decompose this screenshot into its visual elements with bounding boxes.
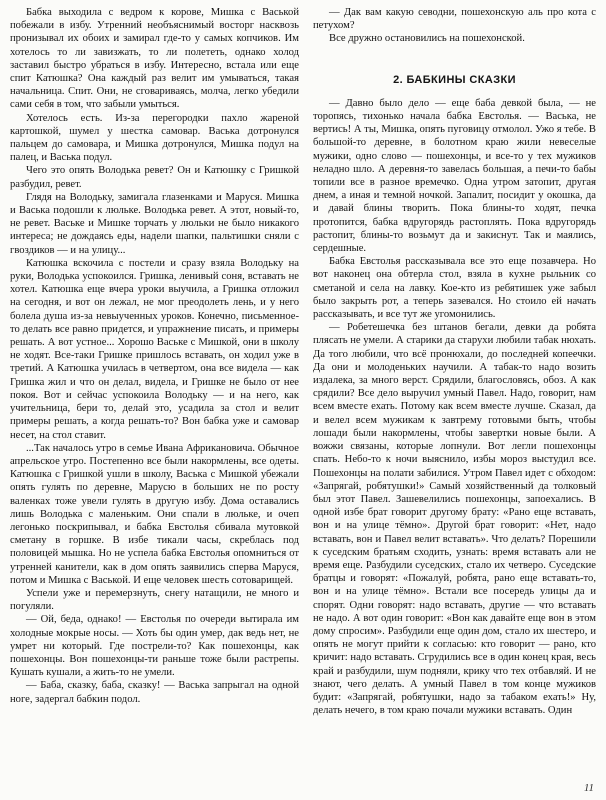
paragraph: Чего это опять Володька ревет? Он и Катюшку с Гришкой разбудил, ревет. bbox=[10, 165, 299, 190]
paragraph: — Дак вам какую севодни, пошехонскую аль про кота с петухом? bbox=[313, 7, 596, 32]
paragraph: — Робетешечка без штанов бегали, девки да робята плясать не умели. А старики да старухи любили табак нюхать. Да того любили, что всё пронюхали, до последней копеечки. Да они и молоденьких научили. А табак-то надо возить издалека, за много верст. Срядили, благословясь, обоз. А как срядили? Все дело выручил умный Павел. Надо, говорит, нам всем вместе ехать. Потому как всем вместе лучше. Сказал, да и велел всем мужикам к завтрему готовыми быть, чтобы лошади были накормлены, чтобы завертки новые были. А вожжи связаны, которые лопнули. Вот легли пошехонцы спать. Небо-то к ночи выяснило, избы мороз выстудил все. Пошехонцы на полати забилися. Утром Павел идет с обходом: «Запрягай, робятушки!» Самый хозяйственный да толковый был этот Павел. Зашевелились пошехонцы, запоехались. В одной избе брат говорит другому брату: «Рано еще вставать, вон и на улице тёмно». Другой брат говорит: «Нет, надо вставать, вон и Павел велит вставать». Что делать? Порешили к суседским братьям сходить, узнать: время вставать али не время еще. Разбудили суседских, стало их четверо. Суседские братцы и говорят: «Пожалуй, робята, рано еще вставать-то, вон и на улице тёмно». Встали все посередь улицы да и спорят. Одни говорят: надо вставать, другие — что вставать не надо. А вот один говорит: «Вон как давайте еще вон в этом дому спросим». Разбудили еще один дом, стало их шестеро, и опять не могут прийти к согласью: кто говорит — рано, кто кричит: надо вставать. Сгрудились все в один конец края, весь край и разбудили, шум подняли, крику что тех отбавляй. И не знают, чего делать. А умный Павел в том конце мужиков будит: «Запрягай, робятушки, надо за табаком ехать!» Ну, делать нечего, в том краю почали мужики вставать. Один bbox=[313, 322, 596, 717]
paragraph: Все дружно остановились на пошехонской. bbox=[329, 33, 525, 45]
paragraph: Успели уже и перемерзнуть, снегу натащили, не много и погуляли. bbox=[10, 587, 299, 613]
left-text-column bbox=[10, 6, 299, 706]
right-text-column bbox=[313, 6, 596, 717]
paragraph: ...Так началось утро в семье Ивана Африкановича. Обычное апрельское утро. Постепенно все были накормлены, все одеты. Катюшка с Гришкой ушли в школу, Васька с Мишкой убежали опять гулять по деревне, Марусю в больших не по росту валенках тоже увели гулять в другую избу. Дома оставались лишь Володька с маленьким. Они спали в люльке, и очеп легонько поскрипывал, и бабка Евстолья сбивала мутовкой сметану в горшке. В избе тикали часы, скреблась под половицей мышка. Но не успела бабка Евстолья опомниться от утренней канители, как в дом опять заявились сперва Маруся, потом и Мишка с Васькой. И еще человек шесть сотоварищей. bbox=[10, 442, 299, 586]
paragraph: Глядя на Володьку, замигала глазенками и Маруся. Мишка и Васька подошли к люльке. Володька ревет. А этот, новый-то, не ревет. Ваське и Мишке торчать у люльки не было никакого интереса; не дождаясь еды, надели шапки, пальтишки сняли с гвоздиков — и на улицу... bbox=[10, 191, 299, 256]
paragraph: — Давно было дело — еще баба девкой была, — не торопясь, тихонько начала бабка Евстолья. — Васька, не вертись! А ты, Мишка, опять пуговицу отмолол. Ужо я тебе. В большой-то деревне, в болотном краю жили невеселые мужики, одно слово — пошехонцы, и все-то у тех мужиков неладно шло. А деревня-то завелась большая, а печи-то бабы топили все в разное времечко. Одна утром затопит, другая днем, а иная и темной ночкой. Запалит, посидит у окошка, да и давай блины творить. Пока блины-то ходят, печка протопится, бабка вдругорядь растоплять. Пока вдругорядь растопит, блины-то возьмут да и закиснут. Так и маялись, сердешные. bbox=[313, 97, 596, 255]
page-number: 11 bbox=[583, 782, 594, 794]
paragraph: — Баба, сказку, баба, сказку! — Васька запрыгал на одной ноге, задергал бабкин подол. bbox=[10, 680, 299, 705]
paragraph: Хотелось есть. Из-за перегородки пахло жареной картошкой, шумел у шестка самовар. Васька дотронулся пальцем до самовара, и Мишка дотронулся, Мишка подул на палец, и Васька подул. bbox=[10, 112, 299, 164]
paragraph: — Ой, беда, однако! — Евстолья по очереди вытирала им холодные мокрые носы. — Хоть бы один умер, дак ведь нет, не умрет ни который. Где пострели-то? Как пошехонцы, как пошехонцы. Вон пошехонцы-ти раньше тоже были растрепы. Кушать кушали, а жить-то не умели. bbox=[10, 614, 299, 679]
paragraph: Катюшка вскочила с постели и сразу взяла Володьку на руки, Володька успокоился. Гришка, ленивый соня, вставать не хотел. Катюшка еще вчера уроки выучила, а Гришка отложил на сегодня, и вот он лежал, не мог преодолеть лень, и у него болела душа из-за невыученных уроков. Конечно, письменное-то делать все равно придется, и упражнение писать, и примеры решать. А вот устное... Хорошо Ваське с Мишкой, они в школу не ходят. Все-таки Гришке пришлось вставать, он ходил уже в третий. А Катюшка училась в четвертом, она все видела — как Гришка жил и что он делал, видела, и Гришке не было от нее покоя. Вот и сейчас успокоила Володьку — и на него, как учительница, бери то, делай это, усадила за стол и велит примеры решать, а когда решать-то? Вон бабка уже и самовар несет, на стол ставит. bbox=[10, 257, 299, 441]
section-heading: 2. БАБКИНЫ СКАЗКИ bbox=[393, 73, 516, 86]
paragraph: Бабка выходила с ведром к корове, Мишка с Васькой побежали в избу. Утренний необъяснимый восторг насквозь пронизывал их обоих и замирал где-то у самых копчиков. Им хотелось то ли завизжать, то ли полететь, однако холод заставил быстро убраться в избу. Интересно, встала или еще спит Катюшка? Она каждый раз велит им умываться, такая начальница. Спит. Они, не сговариваясь, молча, легко убедили сами себя в том, что забыли умыться. bbox=[10, 7, 299, 111]
paragraph: Бабка Евстолья рассказывала все это еще позавчера. Но вот наконец она обтерла стол, взяла в кухне рыльник со сметаной и села на лавку. Кое-кто из ребятишек уже забыл было закрыть рот, а теперь зазевался. Но стоило ей начать рассказывать, и все тут же угомонились. bbox=[313, 256, 596, 321]
